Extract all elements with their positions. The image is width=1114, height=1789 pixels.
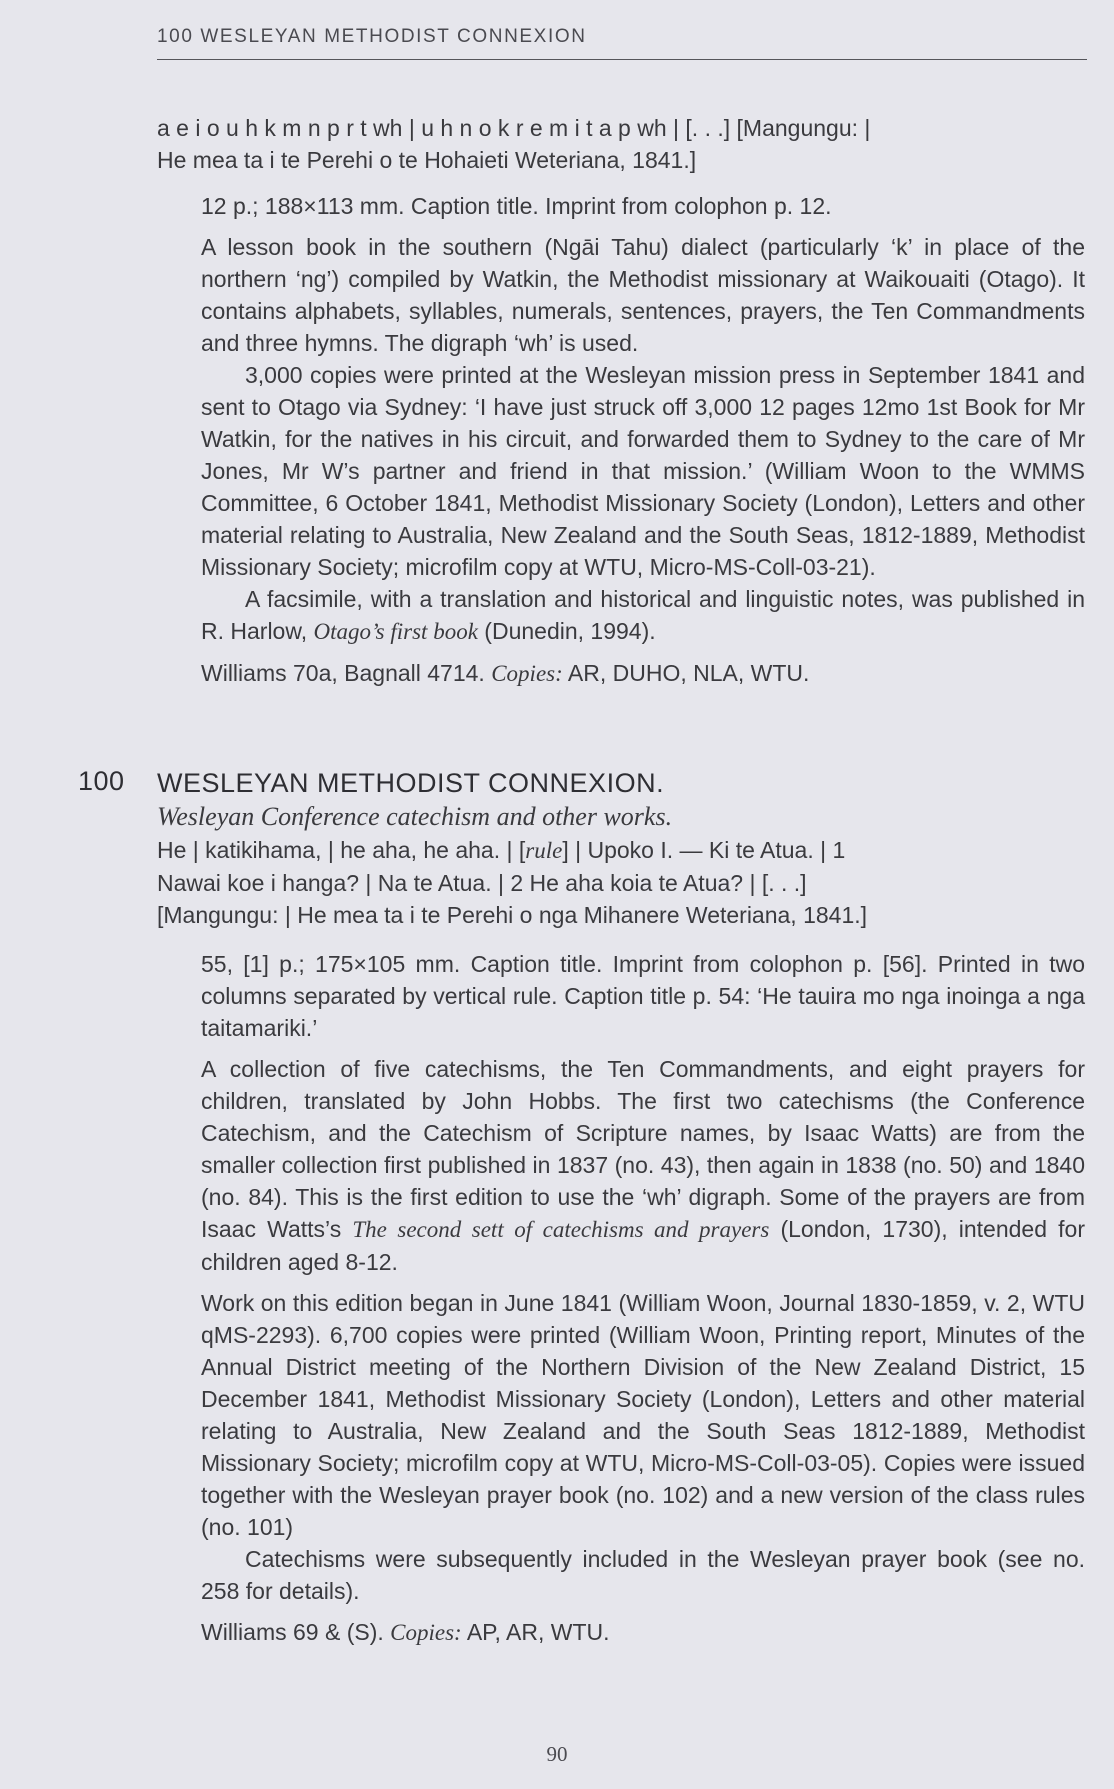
para1-book-title: The second sett of catechisms and prayers [352,1217,770,1242]
entry-title-block [157,766,1087,931]
page-number: 90 [546,1742,568,1766]
prev-title-line-2: He mea ta i te Perehi o te Hohaieti Weteriana, 1841.] [157,147,697,173]
prev-para3-text: A facsimile, with a translation and historical and linguistic notes, was published in R. Harlow, [201,586,1085,644]
entry-body [201,948,1085,1649]
entry-uniform-title: Wesleyan Conference catechism and other works. [157,802,673,831]
copies-label: Copies: [390,1620,462,1645]
entry-paragraph-1 [201,1053,1085,1278]
entry-paragraph-3: Catechisms were subsequently included in the Wesleyan prayer book (see no. 258 for details). [201,1546,1085,1604]
para1-tail: (London, 1730), intended for children aged 8-12. [201,1216,1085,1275]
refs-text: Williams 69 & (S). [201,1619,391,1645]
prev-copies-label: Copies: [491,661,563,686]
title-rule-marker: rule [525,838,563,863]
entry-number: 100 [78,766,125,796]
prev-entry-body [201,190,1085,690]
prev-para3-tail: (Dunedin, 1994). [477,618,656,644]
entry-title-line-2: Nawai koe i hanga? | Na te Atua. | 2 He aha koia te Atua? | [. . .] [157,870,807,896]
title-line1-text: He | katikihama, | he aha, he aha. | [ [157,837,526,863]
prev-title-line-1: a e i o u h k m n p r t wh | u h n o k r e m i t a p wh | [. . .] [Mangungu: | [157,115,871,141]
entry-heading: WESLEYAN METHODIST CONNEXION. [157,768,665,798]
prev-entry-title [157,112,1087,176]
copies-list: AP, AR, WTU. [461,1619,610,1645]
entry-collation: 55, [1] p.; 175×105 mm. Caption title. Imprint from colophon p. [56]. Printed in two columns separated by vertical rule. Caption title p. 54: ‘He tauira mo nga inoinga a nga taitamariki.’ [201,951,1085,1041]
prev-paragraph-3 [201,583,1085,648]
entry-title-line-1 [157,834,1087,867]
prev-copies-list: AR, DUHO, NLA, WTU. [562,660,810,686]
prev-paragraph-1: A lesson book in the southern (Ngāi Tahu) dialect (particularly ‘k’ in place of the northern ‘ng’) compiled by Watkin, the Methodist missionary at Waikouaiti (Otago). It contains alphabets, syllables, numerals, sentences, prayers, the Ten Commandments and three hymns. The digraph ‘wh’ is used. [201,234,1085,356]
prev-paragraph-2: 3,000 copies were printed at the Wesleyan mission press in September 1841 and sent to Otago via Sydney: ‘I have just struck off 3,000 12 pages 12mo 1st Book for Mr Watkin, for the natives in his circuit, and forwarded them to Sydney to the care of Mr Jones, Mr W’s partner and friend in that mission.’ (William Woon to the WMMS Committee, 6 October 1841, Methodist Missionary Society (London), Letters and other material relating to Australia, New Zealand and the South Seas, 1812-1889, Methodist Missionary Society; microfilm copy at WTU, Micro-MS-Coll-03-21). [201,362,1085,580]
header-rule [157,59,1087,60]
title-line1-tail: ] | Upoko I. — Ki te Atua. | 1 [562,837,846,863]
prev-collation: 12 p.; 188×113 mm. Caption title. Imprint from colophon p. 12. [201,193,832,219]
para1-text: A collection of five catechisms, the Ten Commandments, and eight prayers for children, translated by John Hobbs. The first two catechisms (the Conference Catechism, and the Catechism of Scripture names, by Isaac Watts) are from the smaller collection first published in 1837 (no. 43), then again in 1838 (no. 50) and 1840 (no. 84). This is the first edition to use the ‘wh’ digraph. Some of the prayers are from Isaac Watts’s [201,1056,1085,1242]
running-head: 100 WESLEYAN METHODIST CONNEXION [157,26,587,47]
entry-title-line-3: [Mangungu: | He mea ta i te Perehi o nga Mihanere Weteriana, 1841.] [157,902,868,928]
prev-para3-book-title: Otago’s first book [313,619,478,644]
entry-paragraph-2: Work on this edition began in June 1841 (William Woon, Journal 1830-1859, v. 2, WTU qMS-2293). 6,700 copies were printed (William Woon, Printing report, Minutes of the Annual District meeting of the Northern Division of the New Zealand District, 15 December 1841, Methodist Missionary Society (London), Letters and other material relating to Australia, New Zealand and the South Seas 1812-1889, Methodist Missionary Society; microfilm copy at WTU, Micro-MS-Coll-03-05). Copies were issued together with the Wesleyan prayer book (no. 102) and a new version of the class rules (no. 101) [201,1290,1085,1540]
prev-references [201,657,1085,690]
prev-refs-text: Williams 70a, Bagnall 4714. [201,660,492,686]
entry-references [201,1616,1085,1649]
